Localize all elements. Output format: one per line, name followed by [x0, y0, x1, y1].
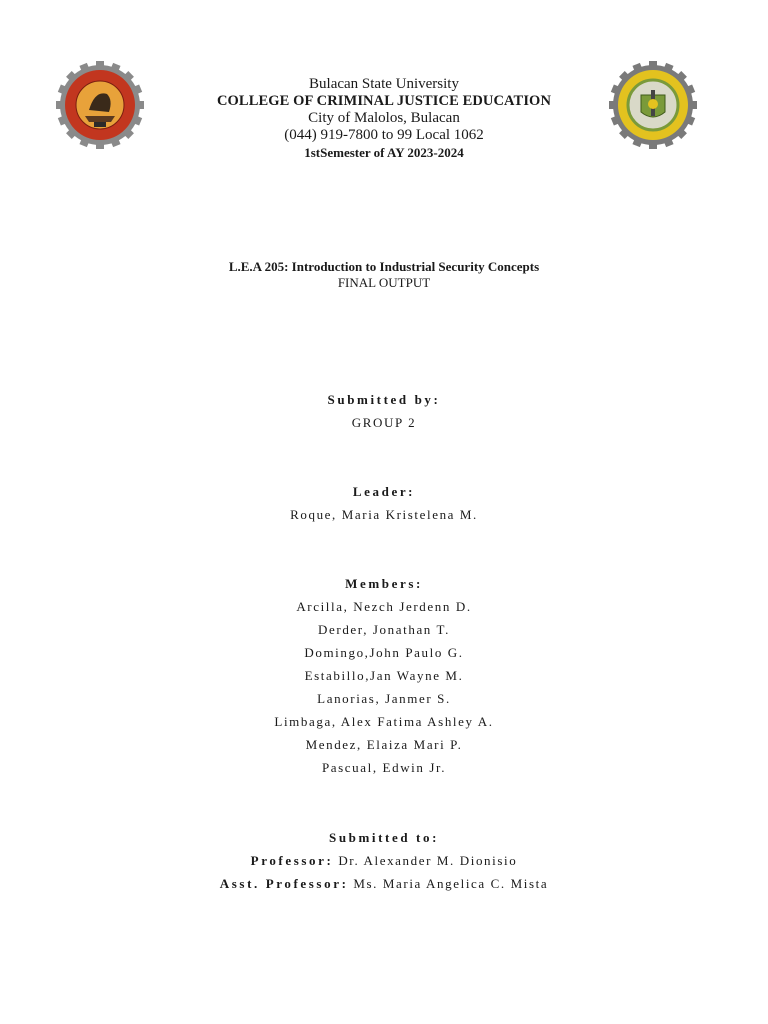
member-name: Arcilla, Nezch Jerdenn D. [296, 599, 472, 614]
member-name: Mendez, Elaiza Mari P. [305, 737, 463, 752]
semester-text: 1stSemester of AY 2023-2024 [304, 145, 464, 160]
university-name: Bulacan State University [309, 76, 459, 92]
leader-section [0, 480, 768, 526]
group-name: GROUP 2 [351, 415, 417, 430]
submitted-to-section [0, 826, 768, 895]
member-name: Derder, Jonathan T. [318, 622, 450, 637]
course-block [0, 259, 768, 291]
submitted-by-section [0, 388, 768, 434]
members-label: Members: [345, 576, 423, 591]
submitted-to-label: Submitted to: [329, 830, 439, 845]
phone-number: (044) 919-7800 to 99 Local 1062 [284, 127, 484, 143]
asst-professor-name: Ms. Maria Angelica C. Mista [353, 876, 549, 891]
document-header [0, 76, 768, 161]
member-name: Domingo,John Paulo G. [304, 645, 464, 660]
submitted-by-label: Submitted by: [327, 392, 441, 407]
course-title: L.E.A 205: Introduction to Industrial Security Concepts [228, 259, 540, 274]
college-name: COLLEGE OF CRIMINAL JUSTICE EDUCATION [216, 93, 552, 109]
professor-name: Dr. Alexander M. Dionisio [338, 853, 518, 868]
final-output-label: FINAL OUTPUT [337, 275, 431, 290]
member-name: Estabillo,Jan Wayne M. [304, 668, 464, 683]
asst-professor-label: Asst. Professor: [219, 876, 349, 891]
member-name: Lanorias, Janmer S. [317, 691, 451, 706]
professor-line [0, 849, 768, 872]
members-section [0, 572, 768, 779]
member-name: Pascual, Edwin Jr. [321, 760, 447, 775]
leader-name: Roque, Maria Kristelena M. [290, 507, 478, 522]
professor-label: Professor: [250, 853, 334, 868]
leader-label: Leader: [352, 484, 416, 499]
asst-professor-line [0, 872, 768, 895]
member-name: Limbaga, Alex Fatima Ashley A. [274, 714, 494, 729]
city-address: City of Malolos, Bulacan [308, 110, 460, 126]
